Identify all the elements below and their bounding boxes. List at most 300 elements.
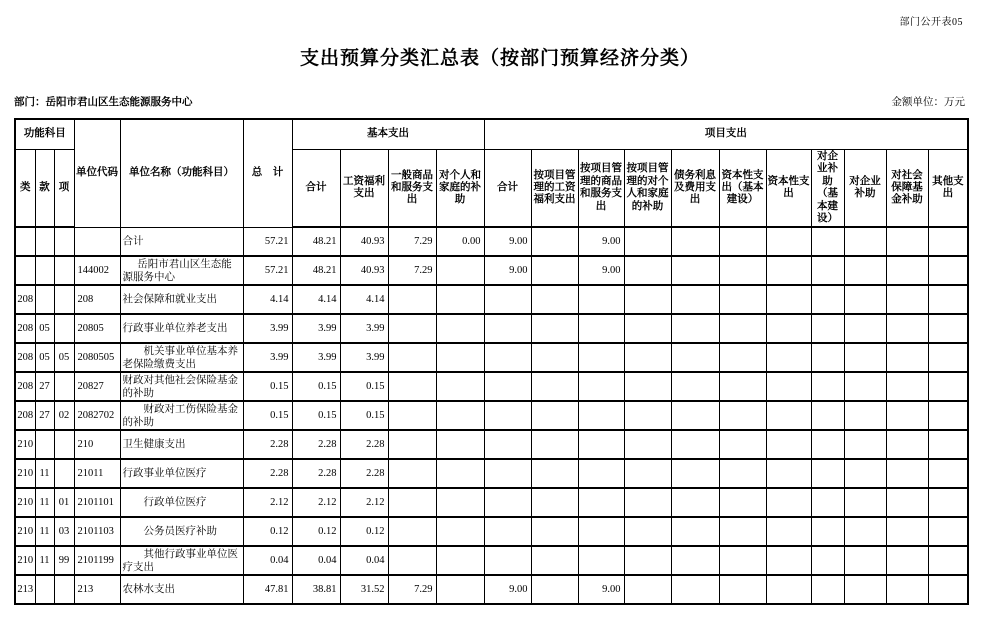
cell-amount: 4.14: [340, 285, 388, 314]
meta-row: [14, 94, 965, 109]
cell-amount: [844, 227, 886, 256]
cell-amount: 3.99: [292, 343, 340, 372]
cell-amount: [844, 372, 886, 401]
cell-amount: [886, 256, 928, 285]
cell-amount: [624, 256, 671, 285]
cell-amount: [388, 430, 436, 459]
cell-section-code: [35, 575, 54, 604]
cell-amount: [719, 517, 766, 546]
cell-unit-code: 2101101: [74, 488, 120, 517]
cell-amount: [766, 285, 811, 314]
cell-amount: [671, 227, 719, 256]
cell-amount: [844, 401, 886, 430]
cell-section-code: 27: [35, 372, 54, 401]
cell-amount: [671, 430, 719, 459]
cell-amount: [436, 546, 484, 575]
table-row: [15, 546, 968, 575]
cell-amount: [766, 575, 811, 604]
cell-class-code: [15, 227, 35, 256]
cell-unit-code: 2101103: [74, 517, 120, 546]
cell-amount: [766, 430, 811, 459]
cell-amount: [578, 488, 624, 517]
cell-amount: [531, 256, 578, 285]
cell-amount: [928, 343, 968, 372]
cell-amount: 9.00: [484, 256, 531, 285]
page-title: 支出预算分类汇总表（按部门预算经济分类）: [299, 48, 700, 69]
cell-amount: 57.21: [243, 256, 292, 285]
cell-section-code: 05: [35, 314, 54, 343]
cell-amount: 2.28: [340, 459, 388, 488]
col-header-project-individuals: 按项目管理的对个人和家庭的补助: [624, 150, 671, 228]
cell-amount: [388, 517, 436, 546]
cell-amount: 3.99: [340, 343, 388, 372]
cell-amount: [811, 227, 844, 256]
cell-class-code: 210: [15, 459, 35, 488]
cell-unit-code: 20805: [74, 314, 120, 343]
cell-unit-name: 卫生健康支出: [120, 430, 243, 459]
cell-amount: [886, 488, 928, 517]
cell-amount: [578, 430, 624, 459]
cell-amount: [766, 227, 811, 256]
amount-unit-label: 金额单位：万元: [891, 97, 965, 108]
col-header-basic-individuals: 对个人和家庭的补助: [436, 150, 484, 228]
cell-amount: [928, 488, 968, 517]
cell-amount: [719, 546, 766, 575]
col-header-project-wages: 按项目管理的工资福利支出: [531, 150, 578, 228]
cell-amount: 7.29: [388, 227, 436, 256]
cell-section-code: [35, 227, 54, 256]
col-header-project-subtotal: 合计: [484, 150, 531, 228]
cell-amount: 0.12: [243, 517, 292, 546]
cell-unit-code: [74, 227, 120, 256]
cell-amount: [531, 517, 578, 546]
cell-amount: [578, 459, 624, 488]
cell-amount: [886, 430, 928, 459]
cell-amount: 0.12: [292, 517, 340, 546]
cell-unit-name: 行政单位医疗: [120, 488, 243, 517]
cell-unit-name: 农林水支出: [120, 575, 243, 604]
table-row: [15, 430, 968, 459]
cell-unit-code: 213: [74, 575, 120, 604]
cell-amount: [811, 546, 844, 575]
cell-unit-name: 合计: [120, 227, 243, 256]
col-header-other-expenditure: 其他支出: [928, 150, 968, 228]
cell-amount: [766, 314, 811, 343]
cell-amount: [671, 401, 719, 430]
cell-amount: 2.28: [292, 430, 340, 459]
cell-amount: [484, 488, 531, 517]
cell-amount: 9.00: [578, 256, 624, 285]
cell-amount: [886, 575, 928, 604]
cell-amount: [531, 401, 578, 430]
cell-amount: [766, 401, 811, 430]
cell-amount: [624, 517, 671, 546]
cell-amount: 7.29: [388, 256, 436, 285]
cell-unit-name: 机关事业单位基本养老保险缴费支出: [120, 343, 243, 372]
cell-item-code: [54, 314, 74, 343]
cell-amount: [886, 343, 928, 372]
cell-item-code: 01: [54, 488, 74, 517]
budget-table: [14, 118, 969, 605]
cell-amount: [844, 343, 886, 372]
table-row: [15, 459, 968, 488]
cell-class-code: 208: [15, 343, 35, 372]
cell-amount: [811, 314, 844, 343]
cell-amount: [436, 285, 484, 314]
cell-amount: 0.15: [243, 372, 292, 401]
cell-item-code: 03: [54, 517, 74, 546]
cell-amount: 3.99: [243, 314, 292, 343]
cell-section-code: 11: [35, 459, 54, 488]
cell-amount: [436, 372, 484, 401]
cell-amount: [624, 227, 671, 256]
cell-amount: 0.04: [292, 546, 340, 575]
cell-unit-code: 2080505: [74, 343, 120, 372]
cell-class-code: 210: [15, 546, 35, 575]
col-header-unit-code: 单位代码: [74, 119, 120, 227]
cell-amount: [719, 575, 766, 604]
cell-section-code: 11: [35, 488, 54, 517]
cell-amount: [766, 488, 811, 517]
cell-unit-code: 208: [74, 285, 120, 314]
cell-amount: [671, 314, 719, 343]
table-row: [15, 314, 968, 343]
table-row: [15, 372, 968, 401]
cell-class-code: 208: [15, 285, 35, 314]
cell-amount: 0.00: [436, 227, 484, 256]
cell-class-code: 208: [15, 401, 35, 430]
cell-amount: 0.15: [340, 401, 388, 430]
cell-amount: [436, 575, 484, 604]
cell-item-code: [54, 285, 74, 314]
cell-amount: [844, 430, 886, 459]
cell-amount: [388, 459, 436, 488]
col-header-class: 类: [15, 150, 35, 228]
cell-unit-name: 财政对其他社会保险基金的补助: [120, 372, 243, 401]
cell-amount: [766, 459, 811, 488]
cell-amount: [928, 517, 968, 546]
cell-item-code: 02: [54, 401, 74, 430]
cell-class-code: 208: [15, 314, 35, 343]
cell-unit-code: 144002: [74, 256, 120, 285]
cell-amount: 0.15: [292, 401, 340, 430]
table-row: [15, 256, 968, 285]
col-header-basic-wages: 工资福利支出: [340, 150, 388, 228]
cell-amount: [928, 575, 968, 604]
cell-unit-code: 21011: [74, 459, 120, 488]
cell-amount: [766, 256, 811, 285]
cell-amount: [811, 256, 844, 285]
cell-amount: 9.00: [484, 575, 531, 604]
cell-amount: [671, 256, 719, 285]
cell-unit-name: 公务员医疗补助: [120, 517, 243, 546]
table-row: [15, 575, 968, 604]
cell-amount: [671, 285, 719, 314]
col-header-unit-name: 单位名称（功能科目）: [120, 119, 243, 227]
cell-amount: [531, 343, 578, 372]
col-header-section: 款: [35, 150, 54, 228]
cell-amount: 0.04: [340, 546, 388, 575]
col-header-social-security-fund: 对社会保障基金补助: [886, 150, 928, 228]
cell-amount: [766, 546, 811, 575]
cell-amount: [578, 285, 624, 314]
cell-amount: [886, 372, 928, 401]
cell-amount: [624, 488, 671, 517]
cell-amount: [719, 488, 766, 517]
cell-amount: [886, 401, 928, 430]
cell-amount: [886, 285, 928, 314]
cell-unit-name: 其他行政事业单位医疗支出: [120, 546, 243, 575]
cell-amount: [766, 372, 811, 401]
cell-amount: 2.28: [292, 459, 340, 488]
cell-amount: [928, 314, 968, 343]
cell-amount: [671, 575, 719, 604]
cell-amount: [811, 517, 844, 546]
cell-item-code: [54, 575, 74, 604]
cell-item-code: [54, 459, 74, 488]
col-header-basic-goods: 一般商品和服务支出: [388, 150, 436, 228]
cell-amount: [811, 343, 844, 372]
cell-amount: 7.29: [388, 575, 436, 604]
cell-unit-name: 行政事业单位医疗: [120, 459, 243, 488]
cell-amount: [484, 372, 531, 401]
cell-item-code: 99: [54, 546, 74, 575]
cell-unit-code: 20827: [74, 372, 120, 401]
cell-section-code: 27: [35, 401, 54, 430]
cell-amount: [624, 343, 671, 372]
table-header: [15, 119, 968, 227]
cell-amount: [811, 401, 844, 430]
cell-amount: [436, 488, 484, 517]
cell-amount: [624, 575, 671, 604]
cell-section-code: [35, 285, 54, 314]
cell-section-code: 05: [35, 343, 54, 372]
cell-class-code: [15, 256, 35, 285]
department-label: 部门：岳阳市君山区生态能源服务中心: [14, 97, 193, 108]
cell-amount: 2.12: [340, 488, 388, 517]
cell-amount: [886, 459, 928, 488]
cell-amount: [671, 546, 719, 575]
cell-amount: 4.14: [243, 285, 292, 314]
cell-amount: [436, 459, 484, 488]
table-row: [15, 401, 968, 430]
cell-amount: [928, 256, 968, 285]
cell-amount: [436, 517, 484, 546]
cell-amount: [671, 343, 719, 372]
cell-amount: [531, 546, 578, 575]
col-header-enterprise-construction: 对企业补助（基本建设）: [811, 150, 844, 228]
cell-amount: [886, 546, 928, 575]
cell-amount: [844, 546, 886, 575]
cell-class-code: 208: [15, 372, 35, 401]
cell-amount: 40.93: [340, 227, 388, 256]
table-row: [15, 343, 968, 372]
cell-section-code: [35, 430, 54, 459]
cell-amount: [886, 314, 928, 343]
col-header-capital: 资本性支出: [766, 150, 811, 228]
cell-amount: [844, 517, 886, 546]
cell-amount: 0.15: [292, 372, 340, 401]
col-header-item: 项: [54, 150, 74, 228]
cell-amount: [388, 488, 436, 517]
col-header-basic-subtotal: 合计: [292, 150, 340, 228]
cell-amount: 40.93: [340, 256, 388, 285]
cell-amount: 3.99: [243, 343, 292, 372]
cell-amount: [766, 343, 811, 372]
cell-amount: 31.52: [340, 575, 388, 604]
cell-class-code: 210: [15, 488, 35, 517]
cell-amount: [844, 285, 886, 314]
cell-amount: 0.15: [243, 401, 292, 430]
cell-unit-name: 行政事业单位养老支出: [120, 314, 243, 343]
cell-amount: [624, 314, 671, 343]
table-body: [15, 227, 968, 604]
cell-item-code: [54, 430, 74, 459]
cell-amount: 2.28: [243, 430, 292, 459]
cell-class-code: 213: [15, 575, 35, 604]
cell-amount: 0.12: [340, 517, 388, 546]
cell-amount: [436, 401, 484, 430]
cell-section-code: 11: [35, 517, 54, 546]
cell-amount: 48.21: [292, 227, 340, 256]
cell-amount: [811, 575, 844, 604]
cell-amount: 2.12: [292, 488, 340, 517]
cell-item-code: [54, 372, 74, 401]
cell-amount: [388, 314, 436, 343]
col-header-basic-group: 基本支出: [292, 119, 484, 150]
cell-amount: 9.00: [578, 227, 624, 256]
cell-amount: [531, 575, 578, 604]
cell-amount: [578, 517, 624, 546]
cell-amount: [719, 285, 766, 314]
cell-amount: [811, 285, 844, 314]
col-header-project-goods: 按项目管理的商品和服务支出: [578, 150, 624, 228]
cell-amount: [484, 430, 531, 459]
cell-amount: [578, 314, 624, 343]
cell-amount: 0.15: [340, 372, 388, 401]
cell-amount: [624, 430, 671, 459]
cell-item-code: 05: [54, 343, 74, 372]
cell-amount: [388, 285, 436, 314]
cell-class-code: 210: [15, 517, 35, 546]
cell-amount: [844, 256, 886, 285]
cell-amount: [844, 575, 886, 604]
cell-item-code: [54, 256, 74, 285]
sheet-number-label: 部门公开表05: [899, 17, 963, 28]
cell-amount: [531, 314, 578, 343]
cell-amount: [484, 401, 531, 430]
cell-amount: 2.12: [243, 488, 292, 517]
cell-unit-code: 210: [74, 430, 120, 459]
cell-amount: 2.28: [340, 430, 388, 459]
cell-amount: [928, 285, 968, 314]
cell-amount: [719, 372, 766, 401]
col-header-capital-construction: 资本性支出（基本建设）: [719, 150, 766, 228]
cell-amount: [531, 488, 578, 517]
cell-amount: [671, 459, 719, 488]
cell-amount: [844, 488, 886, 517]
cell-amount: [578, 401, 624, 430]
cell-amount: [719, 227, 766, 256]
cell-amount: [671, 372, 719, 401]
cell-amount: [484, 285, 531, 314]
cell-amount: [578, 546, 624, 575]
cell-amount: [886, 227, 928, 256]
cell-unit-name: 社会保障和就业支出: [120, 285, 243, 314]
col-header-debt-interest: 债务利息及费用支出: [671, 150, 719, 228]
cell-amount: 2.28: [243, 459, 292, 488]
cell-amount: [928, 546, 968, 575]
cell-amount: 3.99: [340, 314, 388, 343]
cell-amount: [886, 517, 928, 546]
cell-amount: [484, 459, 531, 488]
cell-unit-name: 财政对工伤保险基金的补助: [120, 401, 243, 430]
cell-amount: [624, 546, 671, 575]
cell-amount: [928, 401, 968, 430]
cell-amount: [719, 459, 766, 488]
cell-amount: [531, 372, 578, 401]
cell-amount: [766, 517, 811, 546]
table-row: [15, 488, 968, 517]
col-header-total: 总 计: [243, 119, 292, 227]
table-row: [15, 285, 968, 314]
cell-section-code: 11: [35, 546, 54, 575]
cell-amount: [578, 372, 624, 401]
cell-amount: [484, 343, 531, 372]
cell-amount: [928, 430, 968, 459]
cell-amount: 57.21: [243, 227, 292, 256]
cell-amount: [671, 517, 719, 546]
col-header-enterprise-subsidy: 对企业补助: [844, 150, 886, 228]
col-header-project-group: 项目支出: [484, 119, 968, 150]
cell-amount: [388, 401, 436, 430]
cell-amount: 0.04: [243, 546, 292, 575]
cell-amount: [719, 401, 766, 430]
cell-amount: [484, 546, 531, 575]
table-row: [15, 517, 968, 546]
cell-amount: [388, 343, 436, 372]
cell-amount: 9.00: [578, 575, 624, 604]
cell-amount: [719, 430, 766, 459]
cell-amount: [811, 430, 844, 459]
cell-amount: [531, 285, 578, 314]
cell-amount: [436, 343, 484, 372]
cell-amount: [811, 488, 844, 517]
cell-amount: [719, 314, 766, 343]
cell-class-code: 210: [15, 430, 35, 459]
cell-unit-code: 2101199: [74, 546, 120, 575]
col-header-func-group: 功能科目: [15, 119, 74, 150]
cell-amount: [531, 430, 578, 459]
cell-unit-name: 岳阳市君山区生态能源服务中心: [120, 256, 243, 285]
cell-amount: 48.21: [292, 256, 340, 285]
cell-amount: [624, 285, 671, 314]
cell-amount: [624, 372, 671, 401]
cell-amount: [578, 343, 624, 372]
cell-amount: [811, 459, 844, 488]
cell-amount: [624, 401, 671, 430]
cell-section-code: [35, 256, 54, 285]
cell-amount: [719, 343, 766, 372]
cell-amount: [388, 372, 436, 401]
cell-amount: [531, 459, 578, 488]
cell-amount: [928, 227, 968, 256]
cell-amount: 38.81: [292, 575, 340, 604]
cell-amount: [671, 488, 719, 517]
header-group-row: [15, 119, 968, 150]
cell-amount: [484, 517, 531, 546]
cell-amount: [388, 546, 436, 575]
